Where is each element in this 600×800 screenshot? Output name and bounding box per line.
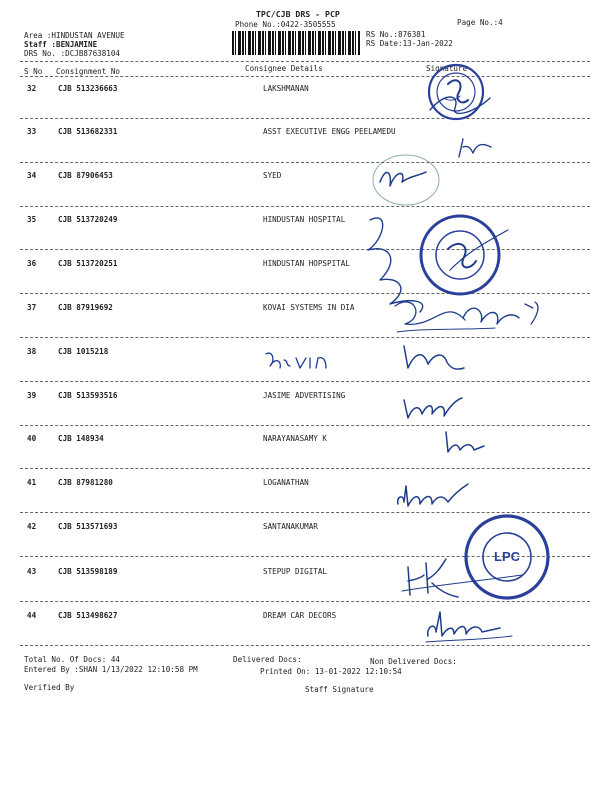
row-consignment: CJB 513682331	[58, 127, 118, 136]
row-sno: 38	[27, 347, 37, 356]
page-number: Page No.:4	[457, 18, 503, 27]
row-divider	[20, 162, 590, 163]
row-consignee: STEPUP DIGITAL	[263, 567, 328, 576]
row-divider	[20, 118, 590, 119]
non-delivered-docs: Non Delivered Docs:	[370, 657, 457, 666]
document-title: TPC/CJB DRS - PCP	[256, 9, 340, 19]
row-sno: 35	[27, 215, 37, 224]
row-consignee: JASIME ADVERTISING	[263, 391, 346, 400]
column-signature: Signature	[426, 64, 468, 73]
row-consignment: CJB 87906453	[58, 171, 113, 180]
row-sno: 39	[27, 391, 37, 400]
column-consignee: Consignee Details	[245, 64, 323, 73]
row-divider	[20, 468, 590, 469]
row-consignee: SANTANAKUMAR	[263, 522, 318, 531]
entered-by: Entered By :SHAN 1/13/2022 12:10:58 PM	[24, 665, 198, 674]
row-consignee: SYED	[263, 171, 282, 180]
row-sno: 40	[27, 434, 37, 443]
staff-field: Staff :BENJAMINE	[24, 40, 98, 49]
signature-39	[398, 392, 468, 424]
row-sno: 37	[27, 303, 37, 312]
phone-number: Phone No.:0422-3505555	[235, 20, 336, 29]
row-sno: 34	[27, 171, 37, 180]
signature-38	[398, 340, 468, 380]
row-consignment: CJB 148934	[58, 434, 104, 443]
row-sno: 44	[27, 611, 37, 620]
total-docs: Total No. Of Docs: 44	[24, 655, 121, 664]
signature-40	[440, 428, 490, 458]
row-consignee: DREAM CAR DECORS	[263, 611, 337, 620]
staff-signature-label: Staff Signature	[305, 685, 374, 694]
hospital-seal	[418, 213, 502, 297]
row-consignment: CJB 513498627	[58, 611, 118, 620]
delivered-docs: Delivered Docs:	[233, 655, 302, 664]
area-field: Area :HINDUSTAN AVENUE	[24, 31, 125, 40]
rs-number: RS No.:876381	[366, 30, 426, 39]
row-consignee: ASST EXECUTIVE ENGG PEELAMEDU	[263, 127, 396, 136]
row-sno: 43	[27, 567, 37, 576]
row-sno: 33	[27, 127, 37, 136]
row-consignee: LOGANATHAN	[263, 478, 309, 487]
row-consignment: CJB 513720251	[58, 259, 118, 268]
row-sno: 41	[27, 478, 37, 487]
row-consignee: HINDUSTAN HOPSPITAL	[263, 259, 350, 268]
row-divider	[20, 425, 590, 426]
drs-number: DRS No. :DCJB87638104	[24, 49, 121, 58]
row-divider	[20, 381, 590, 382]
signature-44	[420, 606, 520, 646]
signature-32	[425, 90, 495, 120]
signature-37	[385, 288, 555, 338]
signature-33	[455, 135, 495, 161]
row-consignment: CJB 1015218	[58, 347, 109, 356]
row-consignment: CJB 513720249	[58, 215, 118, 224]
header-divider-top	[20, 61, 590, 62]
row-consignee: LAKSHMANAN	[263, 84, 309, 93]
verified-by: Verified By	[24, 683, 75, 692]
barcode	[232, 31, 360, 55]
signature-43	[398, 555, 528, 605]
row-consignment: CJB 513598189	[58, 567, 118, 576]
column-sno: S No	[24, 67, 43, 76]
signature-38-name	[262, 348, 332, 374]
printed-on: Printed On: 13-01-2022 12:10:54	[260, 667, 402, 676]
row-consignee: KOVAI SYSTEMS IN DIA	[263, 303, 355, 312]
row-consignment: CJB 513571693	[58, 522, 118, 531]
row-consignment: CJB 87981280	[58, 478, 113, 487]
row-consignee: NARAYANASAMY K	[263, 434, 328, 443]
row-consignment: CJB 513236663	[58, 84, 118, 93]
row-consignee: HINDUSTAN HOSPITAL	[263, 215, 346, 224]
company-seal-center: LPC	[494, 549, 520, 564]
row-sno: 32	[27, 84, 37, 93]
header-divider-bottom	[20, 76, 590, 77]
signature-41	[392, 476, 472, 516]
row-consignment: CJB 87919692	[58, 303, 113, 312]
row-sno: 36	[27, 259, 37, 268]
row-consignment: CJB 513593516	[58, 391, 118, 400]
column-consignment: Consignment No	[56, 67, 121, 76]
rs-date: RS Date:13-Jan-2022	[366, 39, 453, 48]
row-sno: 42	[27, 522, 37, 531]
